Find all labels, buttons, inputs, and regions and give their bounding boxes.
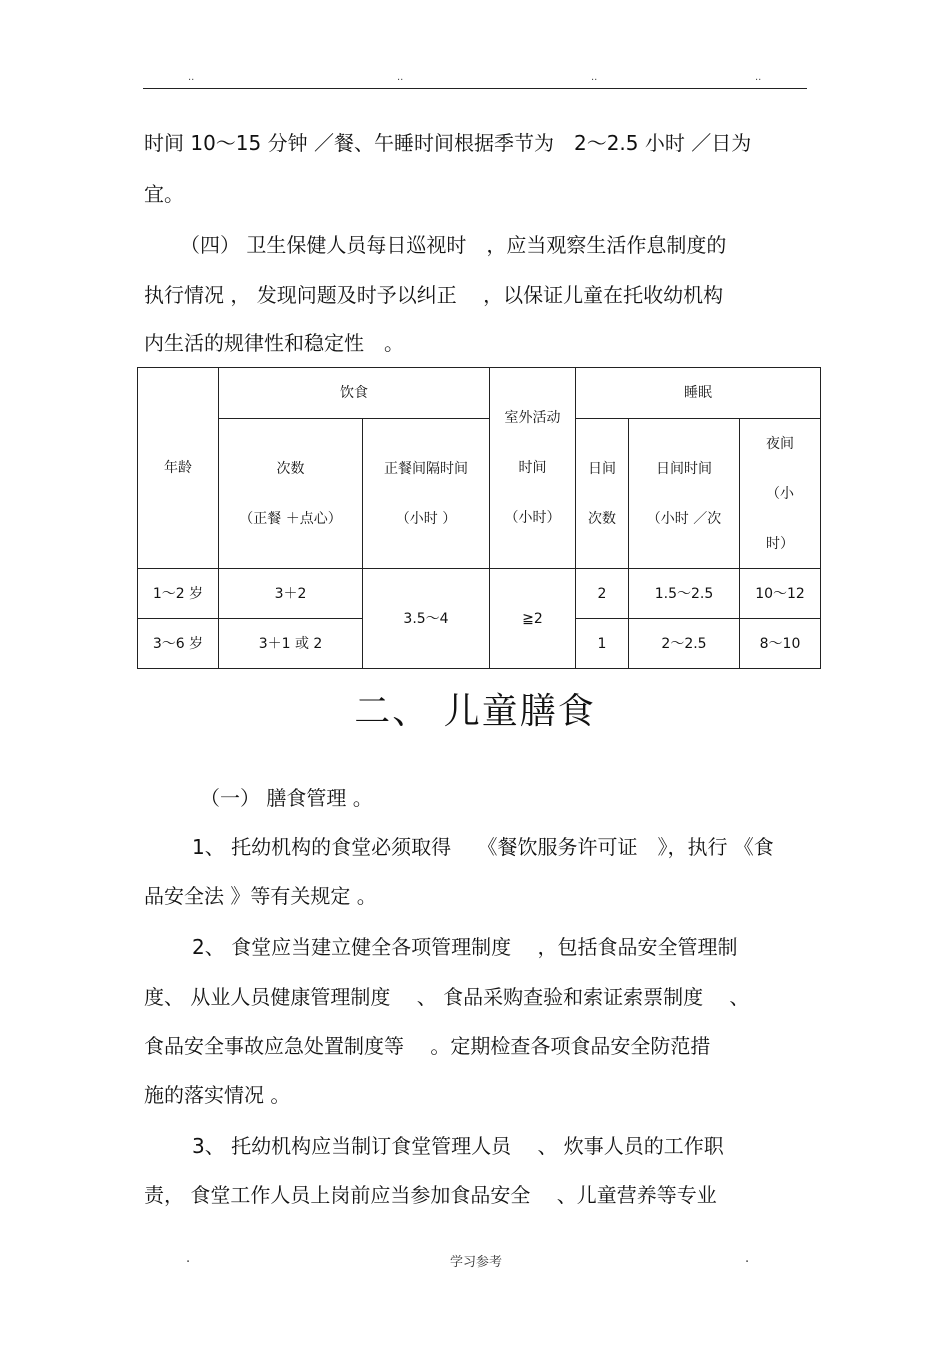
footer-left: . xyxy=(186,1251,191,1266)
day-time-header xyxy=(629,419,740,569)
night-header xyxy=(740,419,821,569)
paragraph-line: 执行情况 ， 发现问题及时予以纠正 ，以保证儿童在托收幼机构 xyxy=(144,283,724,307)
table-cell-outdoor: ≧2 xyxy=(490,569,576,669)
night-label-3: 时） xyxy=(766,535,795,552)
day-time-unit: （小时 ／次 xyxy=(646,510,722,527)
meal-interval-label: 正餐间隔时间 xyxy=(384,460,468,477)
table-cell-day-count: 1 xyxy=(576,619,629,669)
diet-header: 饮食 xyxy=(219,368,490,419)
paragraph-line: 度、 从业人员健康管理制度 、 食品采购查验和索证索票制度 、 xyxy=(144,985,750,1009)
day-count-label-1: 日间 xyxy=(588,460,616,477)
age-header: 年龄 xyxy=(138,368,219,569)
outdoor-time-label: 时间 xyxy=(518,460,547,476)
schedule-table xyxy=(137,367,821,669)
paragraph-line: 品安全法 》等有关规定 。 xyxy=(144,884,377,908)
outdoor-unit-label: （小时） xyxy=(504,510,561,526)
meal-interval-unit: （小时 ） xyxy=(395,510,457,527)
paragraph-line: 宜。 xyxy=(144,182,184,206)
meal-interval-header xyxy=(363,419,490,569)
header-dot-1: .. xyxy=(188,72,195,83)
subsection-heading: （一） 膳食管理 。 xyxy=(200,786,373,810)
table-cell-age: 3～6 岁 xyxy=(138,619,219,669)
section-title: 二、 儿童膳食 xyxy=(354,691,596,732)
day-count-header xyxy=(576,419,629,569)
footer-right: . xyxy=(745,1251,750,1266)
table-cell-day-time: 1.5～2.5 xyxy=(629,569,740,619)
meals-count-header xyxy=(219,419,363,569)
meals-count-note: （正餐 ＋点心） xyxy=(239,510,342,527)
table-cell-night: 10～12 xyxy=(740,569,821,619)
footer-center: 学习参考 xyxy=(450,1255,503,1270)
night-label-2: （小 xyxy=(766,485,795,502)
header-rule xyxy=(143,88,807,89)
paragraph-line: 责， 食堂工作人员上岗前应当参加食品安全 、儿童营养等专业 xyxy=(144,1183,717,1207)
header-dot-4: .. xyxy=(755,72,762,83)
sleep-header: 睡眠 xyxy=(576,368,821,419)
outdoor-header xyxy=(490,368,576,569)
table-cell-interval: 3.5～4 xyxy=(363,569,490,669)
day-count-label-2: 次数 xyxy=(588,510,616,527)
table-cell-day-time: 2～2.5 xyxy=(629,619,740,669)
paragraph-line: 内生活的规律性和稳定性 。 xyxy=(144,331,404,355)
header-dot-3: .. xyxy=(591,72,598,83)
outdoor-header-label: 室外活动 xyxy=(504,410,561,426)
paragraph-line: 1、 托幼机构的食堂必须取得 《餐饮服务许可证 》，执行 《食 xyxy=(192,835,774,859)
table-cell-night: 8～10 xyxy=(740,619,821,669)
paragraph-line: 施的落实情况 。 xyxy=(144,1083,291,1107)
paragraph-line: 2、 食堂应当建立健全各项管理制度 ，包括食品安全管理制 xyxy=(192,935,738,959)
table-cell-day-count: 2 xyxy=(576,569,629,619)
table-cell-meals: 3＋1 或 2 xyxy=(219,619,363,669)
header-dots xyxy=(0,72,950,86)
day-time-label: 日间时间 xyxy=(656,460,712,477)
paragraph-line: 时间 10～15 分钟 ／餐、午睡时间根据季节为 2～2.5 小时 ／日为 xyxy=(144,131,752,155)
meals-count-label: 次数 xyxy=(276,460,305,477)
table-cell-meals: 3＋2 xyxy=(219,569,363,619)
table-cell-age: 1～2 岁 xyxy=(138,569,219,619)
paragraph-line: 食品安全事故应急处置制度等 。定期检查各项食品安全防范措 xyxy=(144,1034,711,1058)
header-dot-2: .. xyxy=(397,72,404,83)
paragraph-line: （四） 卫生保健人员每日巡视时 ，应当观察生活作息制度的 xyxy=(180,233,727,257)
paragraph-line: 3、 托幼机构应当制订食堂管理人员 、 炊事人员的工作职 xyxy=(192,1134,724,1158)
night-label-1: 夜间 xyxy=(766,435,795,452)
